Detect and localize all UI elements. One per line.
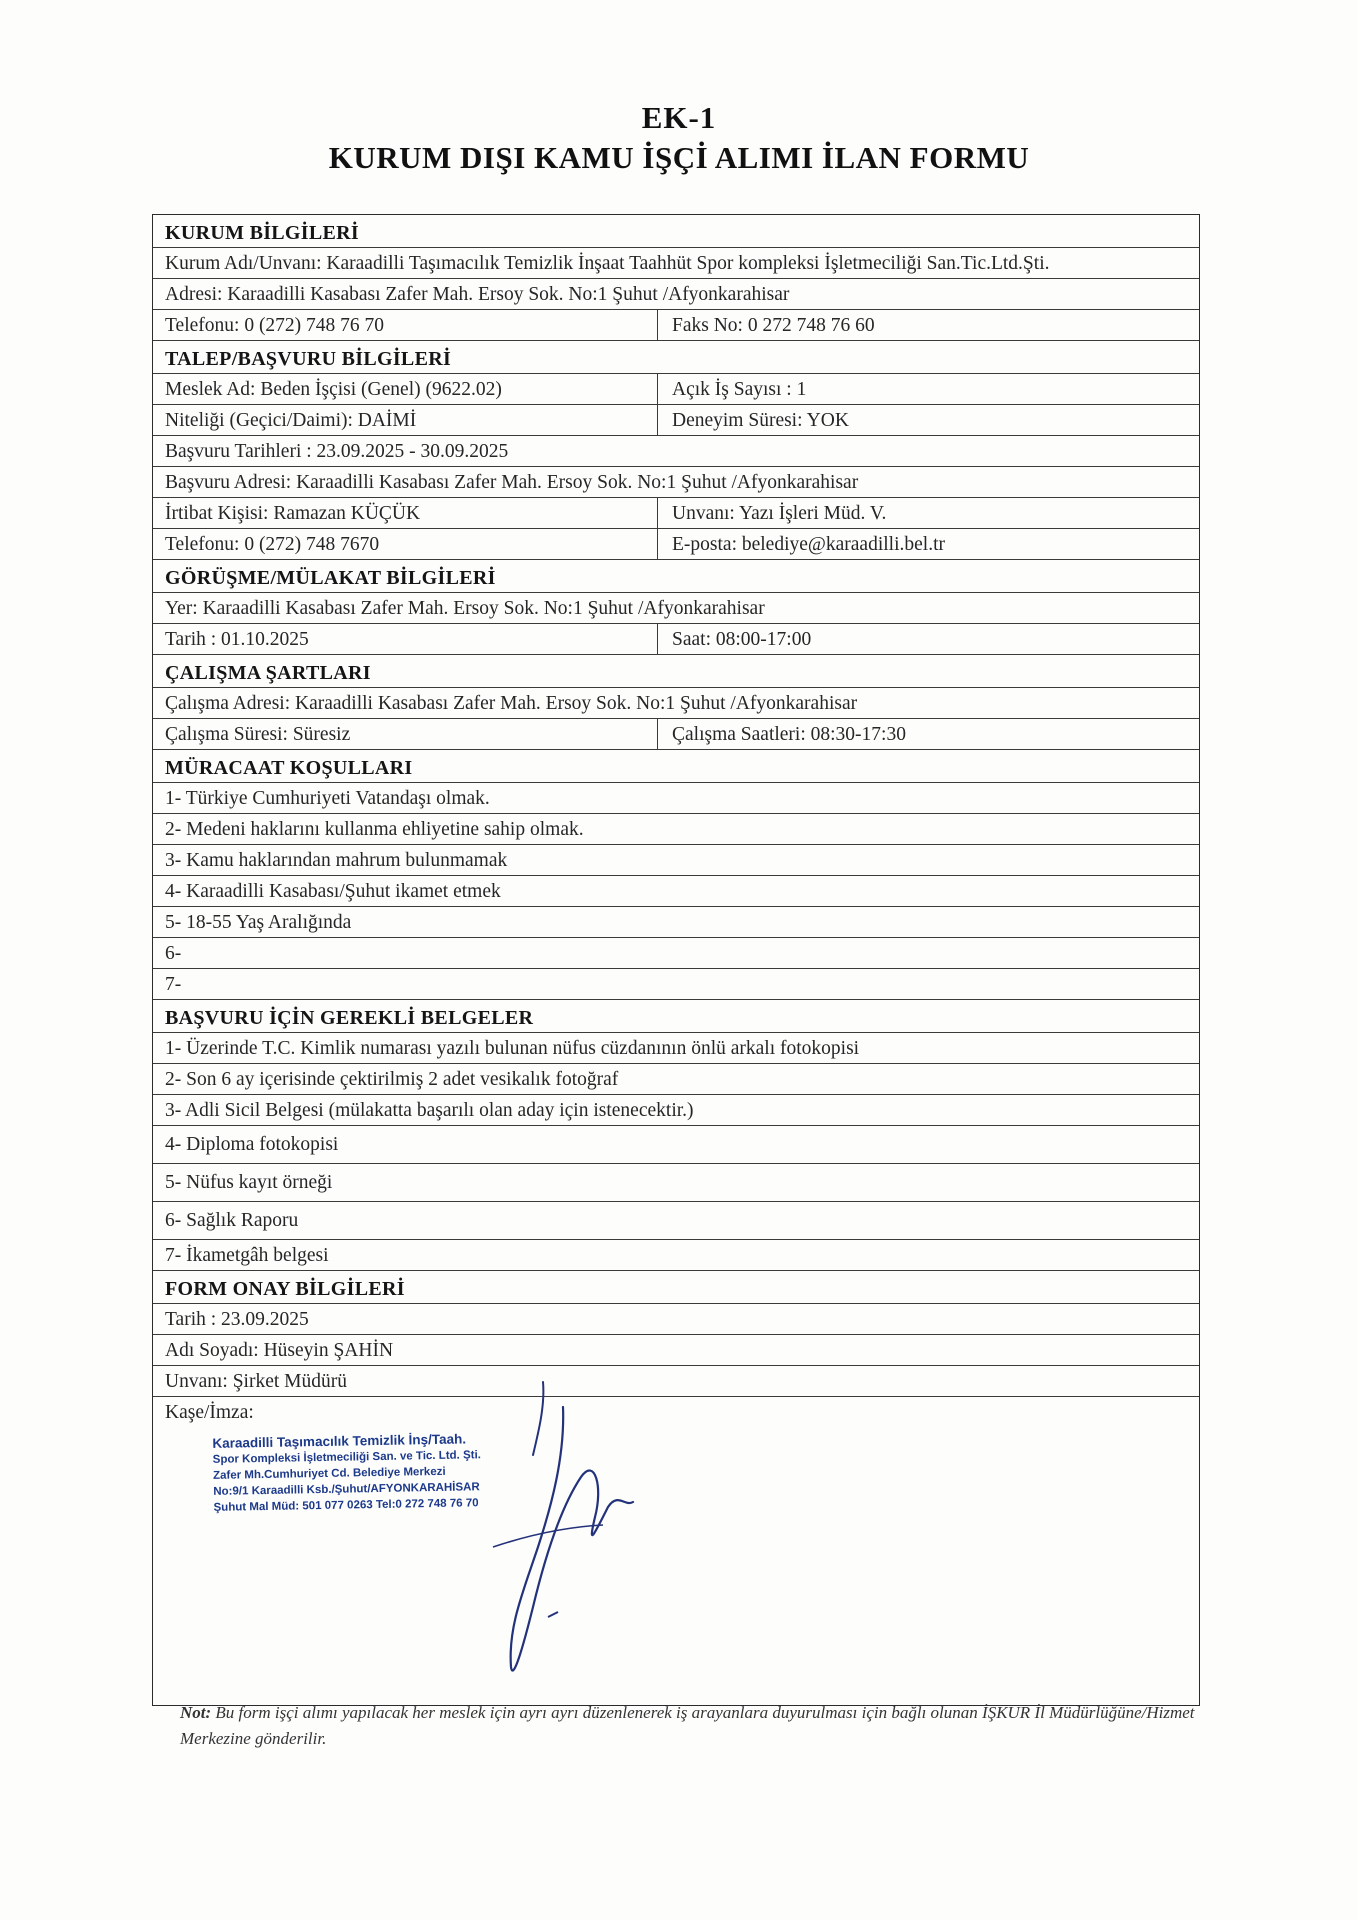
contact-title: Unvanı: Yazı İşleri Müd. V. — [672, 503, 887, 524]
stamp-line: Karaadilli Taşımacılık Temizlik İnş/Taah. — [212, 1431, 467, 1451]
condition-item: 2- Medeni haklarını kullanma ehliyetine sahip olmak. — [153, 814, 1199, 845]
experience: Deneyim Süresi: YOK — [672, 410, 849, 431]
institution-phone: Telefonu: 0 (272) 748 76 70 — [153, 310, 658, 340]
condition-item: 3- Kamu haklarından mahrum bulunmamak — [153, 845, 1199, 876]
stamp-line: Şuhut Mal Müd: 501 077 0263 Tel:0 272 748 76 70 — [213, 1497, 479, 1514]
condition-item: 7- — [153, 969, 1199, 1000]
footnote-text: Bu form işçi alımı yapılacak her meslek için ayrı ayrı düzenlenerek iş arayanlara duyurulması için bağlı olunan İŞKUR İl Müdürlüğüne/Hizmet Merkezine gönderilir. — [180, 1703, 1195, 1748]
document-item: 7- İkametgâh belgesi — [153, 1240, 1199, 1271]
work-hours: Çalışma Saatleri: 08:30-17:30 — [672, 724, 906, 745]
announcement-form — [152, 214, 1200, 1706]
open-positions: Açık İş Sayısı : 1 — [672, 379, 807, 400]
section-onay: FORM ONAY BİLGİLERİ — [153, 1271, 1199, 1304]
stamp-line: No:9/1 Karaadilli Ksb./Şuhut/AFYONKARAHİSAR — [213, 1481, 480, 1498]
interview-date: Tarih : 01.10.2025 — [153, 624, 658, 654]
contact-person: İrtibat Kişisi: Ramazan KÜÇÜK — [153, 498, 658, 528]
section-belgeler: BAŞVURU İÇİN GEREKLİ BELGELER — [153, 1000, 1199, 1033]
section-calisma: ÇALIŞMA ŞARTLARI — [153, 655, 1199, 688]
stamp-line: Zafer Mh.Cumhuriyet Cd. Belediye Merkezi — [212, 1465, 446, 1482]
document-item: 5- Nüfus kayıt örneği — [153, 1164, 1199, 1202]
approval-date: Tarih : 23.09.2025 — [153, 1304, 1199, 1335]
section-kurum: KURUM BİLGİLERİ — [153, 215, 1199, 248]
condition-item: 1- Türkiye Cumhuriyeti Vatandaşı olmak. — [153, 783, 1199, 814]
nature-row — [153, 405, 1199, 436]
contact-info-row — [153, 529, 1199, 560]
stamp-signature-area — [153, 1397, 1199, 1705]
work-duration: Çalışma Süresi: Süresiz — [153, 719, 658, 749]
occupation: Meslek Ad: Beden İşçisi (Genel) (9622.02) — [153, 374, 658, 404]
application-address: Başvuru Adresi: Karaadilli Kasabası Zafer Mah. Ersoy Sok. No:1 Şuhut /Afyonkarahisar — [153, 467, 1199, 498]
condition-item: 5- 18-55 Yaş Aralığında — [153, 907, 1199, 938]
approver-name: Adı Soyadı: Hüseyin ŞAHİN — [153, 1335, 1199, 1366]
section-muracaat: MÜRACAAT KOŞULLARI — [153, 750, 1199, 783]
approver-title: Unvanı: Şirket Müdürü — [153, 1366, 1199, 1397]
pen-stroke-icon — [525, 1380, 555, 1460]
document-item: 6- Sağlık Raporu — [153, 1202, 1199, 1240]
footnote — [180, 1700, 1220, 1752]
institution-contact-row — [153, 310, 1199, 341]
contact-email: E-posta: belediye@karaadilli.bel.tr — [672, 534, 945, 555]
stamp-line: Spor Kompleksi İşletmeciliği San. ve Tic. Ltd. Şti. — [212, 1449, 482, 1466]
institution-address: Adresi: Karaadilli Kasabası Zafer Mah. Ersoy Sok. No:1 Şuhut /Afyonkarahisar — [153, 279, 1199, 310]
document-item: 4- Diploma fotokopisi — [153, 1126, 1199, 1164]
institution-fax: Faks No: 0 272 748 76 60 — [672, 315, 875, 336]
form-code: EK-1 — [641, 100, 717, 135]
document-item: 1- Üzerinde T.C. Kimlik numarası yazılı bulunan nüfus cüzdanının önlü arkalı fotokopisi — [153, 1033, 1199, 1064]
footnote-label: Not: — [180, 1703, 212, 1722]
work-duration-row — [153, 719, 1199, 750]
signature-icon — [333, 1397, 793, 1697]
occupation-row — [153, 374, 1199, 405]
section-talep: TALEP/BAŞVURU BİLGİLERİ — [153, 341, 1199, 374]
job-nature: Niteliği (Geçici/Daimi): DAİMİ — [153, 405, 658, 435]
condition-item: 6- — [153, 938, 1199, 969]
stamp-signature-label: Kaşe/İmza: — [165, 1402, 254, 1423]
contact-phone: Telefonu: 0 (272) 748 7670 — [153, 529, 658, 559]
form-title: KURUM DIŞI KAMU İŞÇİ ALIMI İLAN FORMU — [328, 140, 1030, 175]
document-item: 3- Adli Sicil Belgesi (mülakatta başarılı olan aday için istenecektir.) — [153, 1095, 1199, 1126]
interview-hours: Saat: 08:00-17:00 — [672, 629, 812, 650]
interview-location: Yer: Karaadilli Kasabası Zafer Mah. Ersoy Sok. No:1 Şuhut /Afyonkarahisar — [153, 593, 1199, 624]
contact-person-row — [153, 498, 1199, 529]
application-dates: Başvuru Tarihleri : 23.09.2025 - 30.09.2025 — [153, 436, 1199, 467]
section-gorusme: GÖRÜŞME/MÜLAKAT BİLGİLERİ — [153, 560, 1199, 593]
document-item: 2- Son 6 ay içerisinde çektirilmiş 2 adet vesikalık fotoğraf — [153, 1064, 1199, 1095]
work-address: Çalışma Adresi: Karaadilli Kasabası Zafer Mah. Ersoy Sok. No:1 Şuhut /Afyonkarahisar — [153, 688, 1199, 719]
interview-time-row — [153, 624, 1199, 655]
institution-name: Kurum Adı/Unvanı: Karaadilli Taşımacılık Temizlik İnşaat Taahhüt Spor kompleksi İşletmeciliği San.Tic.Ltd.Şti. — [153, 248, 1199, 279]
condition-item: 4- Karaadilli Kasabası/Şuhut ikamet etmek — [153, 876, 1199, 907]
